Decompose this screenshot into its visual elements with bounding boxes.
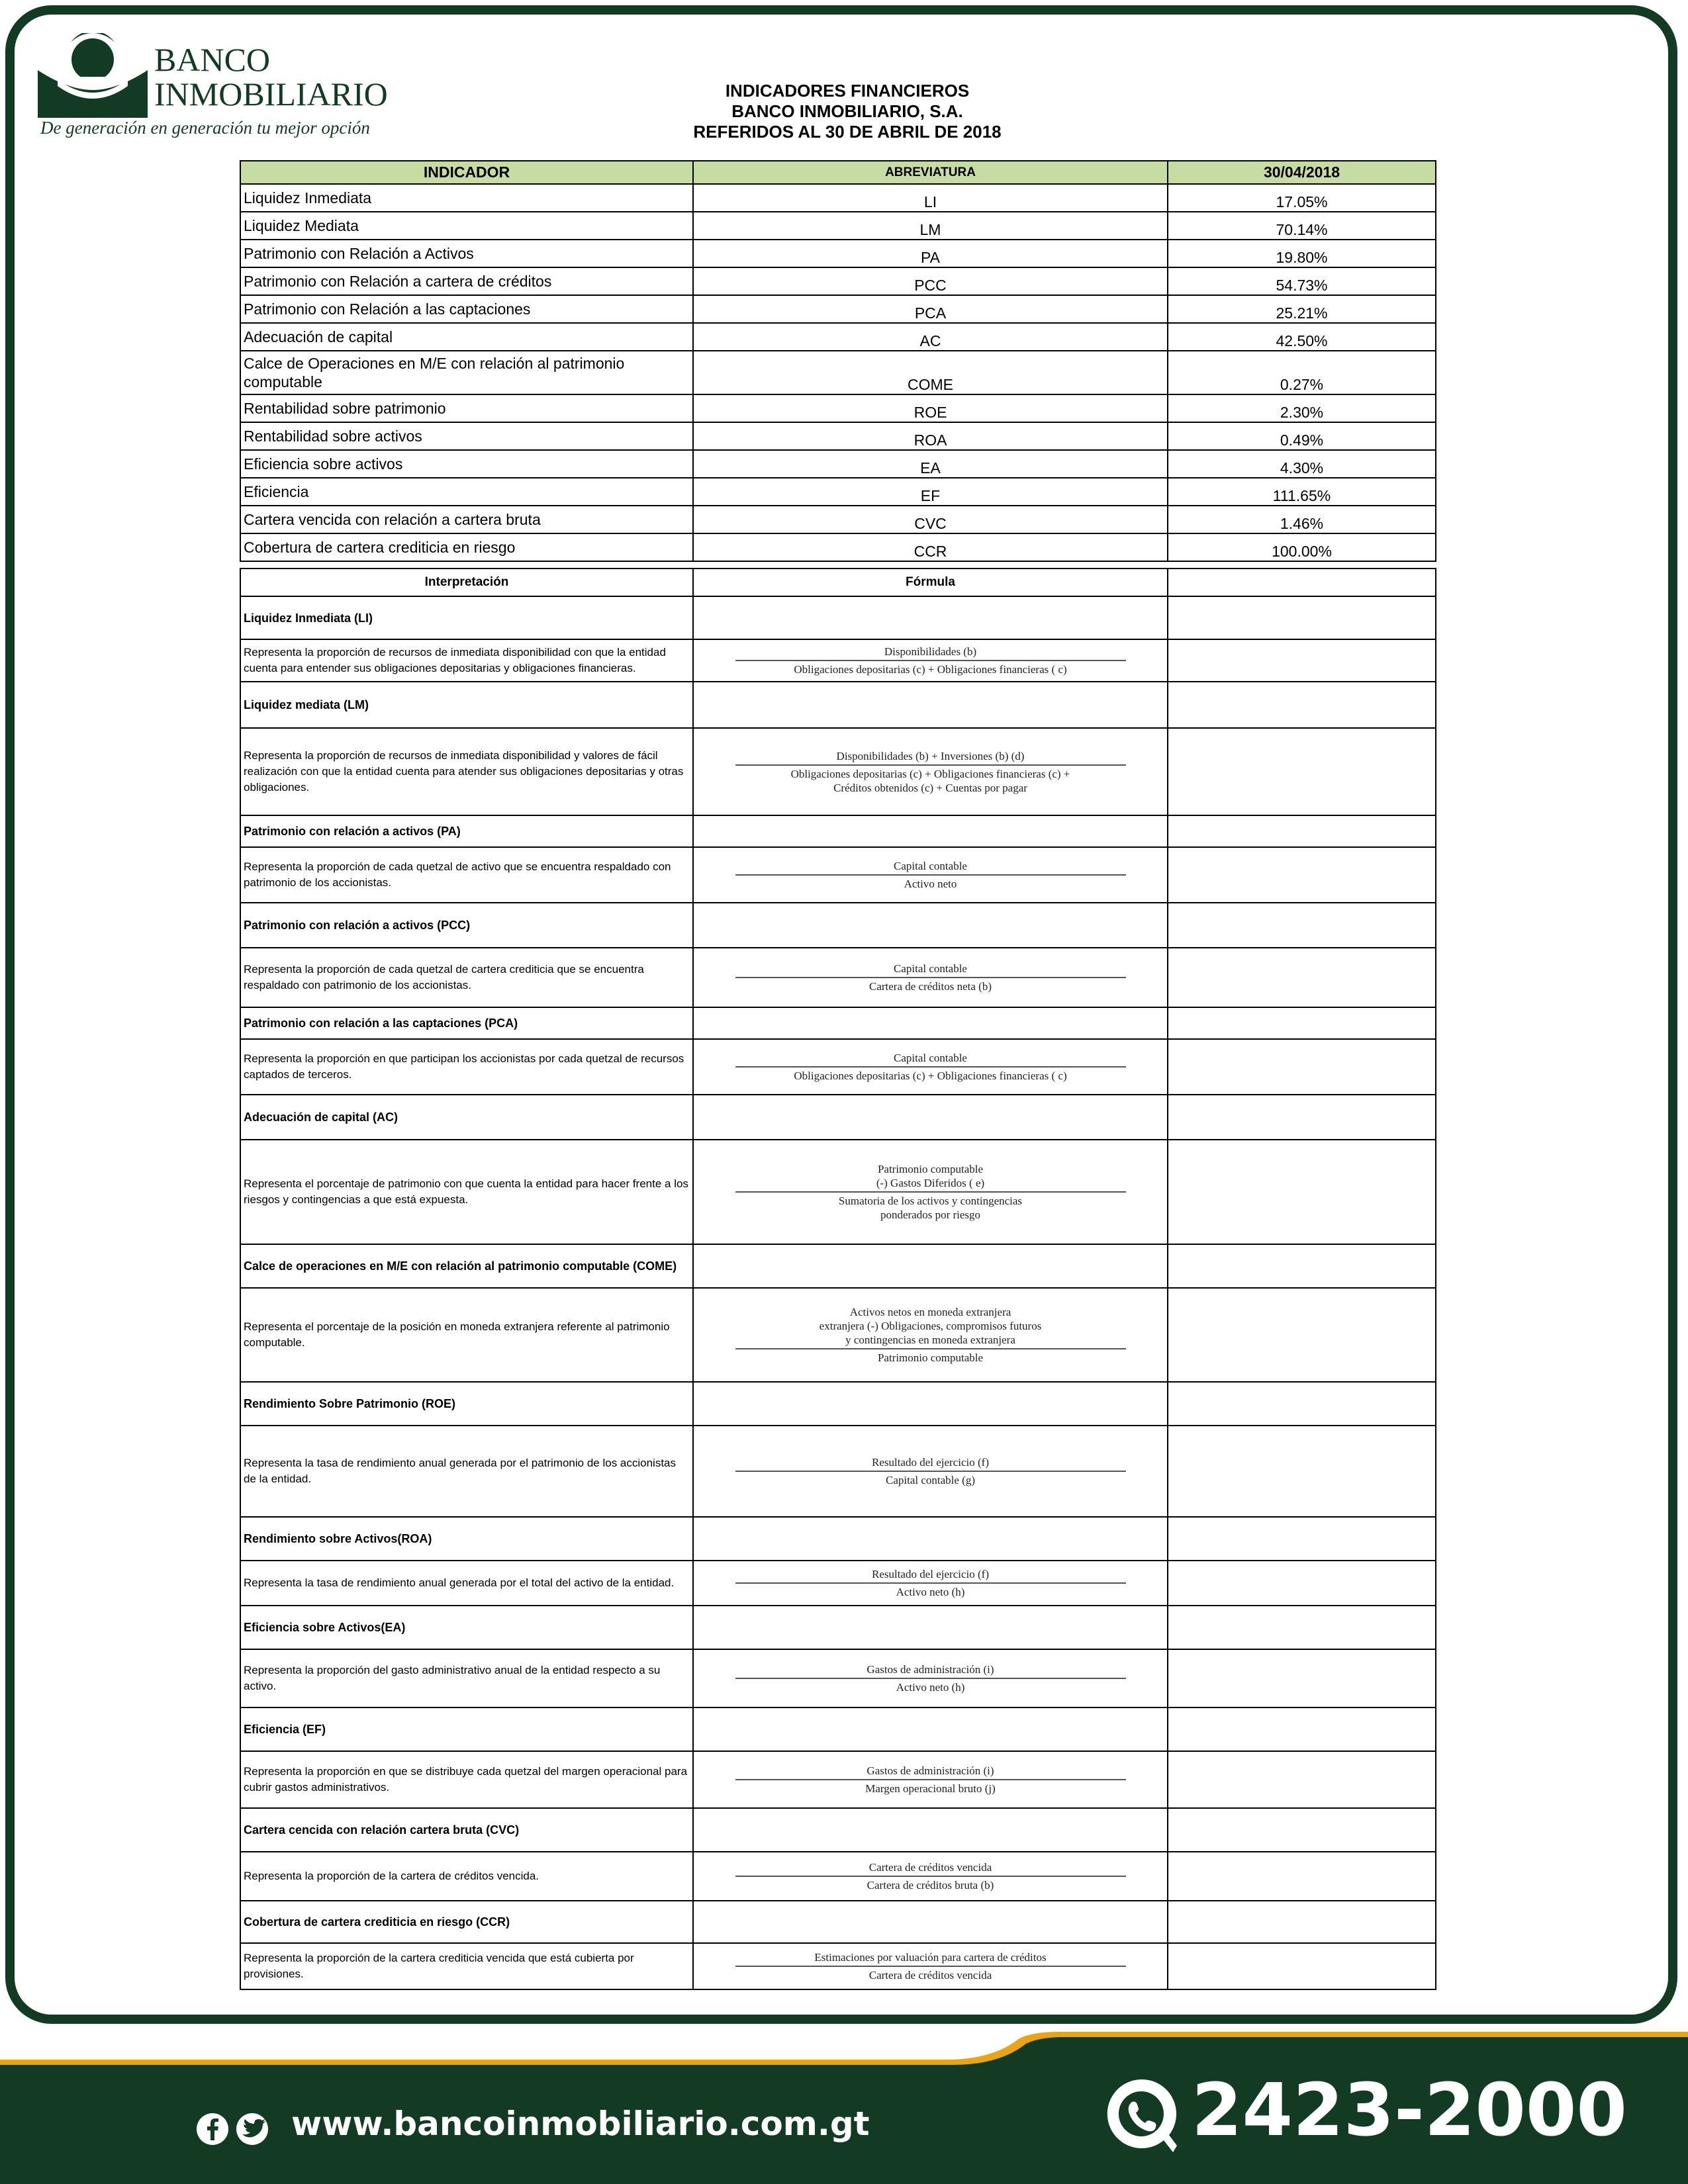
phone-icon: [1104, 2077, 1178, 2155]
formula: [696, 645, 1164, 676]
formula-numerator: Resultado del ejercicio (f): [871, 1456, 989, 1469]
interpretation-table: [240, 568, 1436, 1990]
indicator-row: [240, 533, 1436, 561]
header-empty: [1168, 569, 1436, 596]
section-description: Representa la proporción de recursos de inmediata disponibilidad con que la entidad cuenta para entender sus obligaciones depositarias y obligaciones financieras.: [240, 639, 693, 682]
formula: [696, 1860, 1164, 1892]
fraction-bar: [735, 874, 1126, 876]
formula-cell: [693, 1649, 1168, 1707]
section-description: Representa la proporción de cada quetzal de cartera crediticia que se encuentra respaldado con patrimonio de los accionistas.: [240, 948, 693, 1007]
fraction-bar: [735, 764, 1126, 766]
phone-number[interactable]: 2423-2000: [1192, 2068, 1627, 2152]
formula-numerator: Gastos de administración (i): [867, 1764, 994, 1777]
indicator-value: 42.50%: [1168, 323, 1436, 351]
fraction-bar: [735, 1678, 1126, 1679]
indicator-row: [240, 351, 1436, 394]
fraction-bar: [735, 1191, 1126, 1193]
empty-cell: [1168, 1288, 1436, 1382]
formula-numerator: Patrimonio computable: [877, 1163, 984, 1175]
indicator-abbr: COME: [693, 351, 1168, 394]
section-title: Eficiencia (EF): [240, 1707, 693, 1751]
section-title-row: [240, 1382, 1436, 1426]
empty-cell: [693, 596, 1168, 639]
section-description: Representa la tasa de rendimiento anual generada por el patrimonio de los accionistas de la entidad.: [240, 1426, 693, 1517]
empty-cell: [1168, 1751, 1436, 1808]
empty-cell: [693, 1808, 1168, 1852]
section-title-row: [240, 1517, 1436, 1561]
formula-denominator: Cartera de créditos neta (b): [868, 980, 992, 993]
indicator-name: Cartera vencida con relación a cartera bruta: [240, 506, 693, 533]
indicator-abbr: LM: [693, 212, 1168, 240]
empty-cell: [1168, 1244, 1436, 1288]
empty-cell: [1168, 1707, 1436, 1751]
indicators-header-row: [240, 161, 1436, 184]
title-line-2: BANCO INMOBILIARIO, S.A.: [731, 101, 963, 121]
fraction-bar: [735, 1582, 1126, 1584]
formula-cell: [693, 1426, 1168, 1517]
indicator-name: Eficiencia: [240, 478, 693, 506]
empty-cell: [1168, 1382, 1436, 1426]
empty-cell: [1168, 1095, 1436, 1140]
empty-cell: [693, 1606, 1168, 1649]
formula-denominator: Sumatoria de los activos y contingencias: [838, 1195, 1023, 1207]
empty-cell: [1168, 948, 1436, 1007]
indicator-abbr: EA: [693, 450, 1168, 478]
section-title: Adecuación de capital (AC): [240, 1095, 693, 1140]
formula: [696, 962, 1164, 993]
section-title: Rendimiento sobre Activos(ROA): [240, 1517, 693, 1561]
formula-denominator: ponderados por riesgo: [880, 1208, 981, 1221]
formula-numerator: Capital contable: [894, 1052, 967, 1064]
formula-denominator: Activo neto: [904, 878, 957, 890]
indicator-row: [240, 450, 1436, 478]
fraction-bar: [735, 1348, 1126, 1349]
formula-numerator: Disponibilidades (b) + Inversiones (b) (d): [836, 749, 1025, 762]
formula-numerator: Capital contable: [894, 860, 967, 872]
empty-cell: [693, 1007, 1168, 1039]
empty-cell: [1168, 815, 1436, 847]
section-body-row: [240, 1649, 1436, 1707]
indicator-name: Patrimonio con Relación a cartera de créditos: [240, 267, 693, 295]
indicator-name: Patrimonio con Relación a las captaciones: [240, 295, 693, 323]
section-title: Cartera cencida con relación cartera bruta (CVC): [240, 1808, 693, 1852]
section-body-row: [240, 1751, 1436, 1808]
section-title-row: [240, 1808, 1436, 1852]
indicator-value: 1.46%: [1168, 506, 1436, 533]
empty-cell: [693, 1707, 1168, 1751]
section-body-row: [240, 1288, 1436, 1382]
formula: [696, 1567, 1164, 1599]
formula-denominator: Patrimonio computable: [877, 1351, 984, 1364]
indicator-row: [240, 478, 1436, 506]
indicator-abbr: PA: [693, 240, 1168, 267]
indicators-table: [240, 160, 1436, 562]
empty-cell: [693, 1382, 1168, 1426]
section-body-row: [240, 1039, 1436, 1095]
section-title: Patrimonio con relación a activos (PCC): [240, 903, 693, 948]
section-title-row: [240, 682, 1436, 728]
section-body-row: [240, 639, 1436, 682]
empty-cell: [1168, 1808, 1436, 1852]
empty-cell: [1168, 1426, 1436, 1517]
indicator-abbr: CVC: [693, 506, 1168, 533]
empty-cell: [693, 1517, 1168, 1561]
interpretation-header-row: [240, 569, 1436, 596]
section-description: Representa la proporción de recursos de inmediata disponibilidad y valores de fácil realización con que la entidad cuenta para atender sus obligaciones depositarias y otras obligaciones.: [240, 728, 693, 815]
indicator-name: Adecuación de capital: [240, 323, 693, 351]
empty-cell: [1168, 1606, 1436, 1649]
indicator-value: 54.73%: [1168, 267, 1436, 295]
indicator-row: [240, 267, 1436, 295]
indicator-abbr: PCC: [693, 267, 1168, 295]
formula: [696, 1051, 1164, 1083]
logo-line-2: INMOBILIARIO: [154, 75, 388, 113]
empty-cell: [693, 815, 1168, 847]
formula: [696, 1162, 1164, 1222]
empty-cell: [693, 903, 1168, 948]
formula-numerator: Cartera de créditos vencida: [868, 1861, 992, 1874]
empty-cell: [1168, 903, 1436, 948]
formula-denominator: Margen operacional bruto (j): [865, 1782, 996, 1795]
formula-numerator: Estimaciones por valuación para cartera de créditos: [814, 1951, 1047, 1964]
section-title: Rendimiento Sobre Patrimonio (ROE): [240, 1382, 693, 1426]
formula-numerator: Disponibilidades (b): [884, 645, 977, 658]
formula-numerator: Gastos de administración (i): [867, 1663, 994, 1676]
document-title: [569, 81, 1125, 142]
formula-denominator: Activo neto (h): [896, 1586, 965, 1598]
fraction-bar: [735, 1471, 1126, 1472]
formula-cell: [693, 1852, 1168, 1901]
fraction-bar: [735, 660, 1126, 661]
section-body-row: [240, 1426, 1436, 1517]
formula-cell: [693, 1288, 1168, 1382]
empty-cell: [693, 1095, 1168, 1140]
section-body-row: [240, 1140, 1436, 1244]
empty-cell: [1168, 1901, 1436, 1943]
section-title-row: [240, 1901, 1436, 1943]
logo-line-1: BANCO: [154, 41, 271, 78]
formula-cell: [693, 639, 1168, 682]
fraction-bar: [735, 1966, 1126, 1967]
empty-cell: [1168, 639, 1436, 682]
section-title-row: [240, 1606, 1436, 1649]
formula-numerator: Activos netos en moneda extranjera: [849, 1306, 1011, 1318]
formula-cell: [693, 1943, 1168, 1989]
formula: [696, 749, 1164, 795]
logo-mark-icon: [38, 33, 148, 118]
section-title-row: [240, 815, 1436, 847]
indicator-abbr: EF: [693, 478, 1168, 506]
indicator-name: Eficiencia sobre activos: [240, 450, 693, 478]
formula: [696, 1950, 1164, 1982]
empty-cell: [1168, 1649, 1436, 1707]
formula-denominator: Capital contable (g): [885, 1474, 975, 1486]
indicator-abbr: AC: [693, 323, 1168, 351]
social-icons: [196, 2113, 282, 2146]
indicator-value: 111.65%: [1168, 478, 1436, 506]
indicator-value: 4.30%: [1168, 450, 1436, 478]
header-fecha: 30/04/2018: [1168, 161, 1436, 184]
section-title: Patrimonio con relación a activos (PA): [240, 815, 693, 847]
section-body-row: [240, 948, 1436, 1007]
formula-cell: [693, 1751, 1168, 1808]
indicator-row: [240, 184, 1436, 212]
empty-cell: [693, 1901, 1168, 1943]
bank-logo: [36, 33, 407, 146]
fraction-bar: [735, 977, 1126, 978]
section-description: Representa la proporción del gasto administrativo anual de la entidad respecto a su activo.: [240, 1649, 693, 1707]
indicator-row: [240, 506, 1436, 533]
section-title-row: [240, 1095, 1436, 1140]
formula-denominator: Créditos obtenidos (c) + Cuentas por pagar: [833, 781, 1027, 794]
empty-cell: [1168, 1943, 1436, 1989]
indicator-value: 19.80%: [1168, 240, 1436, 267]
indicator-name: Liquidez Inmediata: [240, 184, 693, 212]
section-body-row: [240, 728, 1436, 815]
header-interpretacion: Interpretación: [240, 569, 693, 596]
indicator-value: 0.49%: [1168, 422, 1436, 450]
formula-cell: [693, 948, 1168, 1007]
formula-numerator: Resultado del ejercicio (f): [871, 1568, 989, 1580]
indicator-name: Cobertura de cartera crediticia en riesgo: [240, 533, 693, 561]
indicator-value: 2.30%: [1168, 394, 1436, 422]
section-description: Representa la proporción de cada quetzal de activo que se encuentra respaldado con patrimonio de los accionistas.: [240, 847, 693, 903]
fraction-bar: [735, 1066, 1126, 1068]
logo-tagline: De generación en generación tu mejor opción: [40, 118, 370, 138]
indicator-row: [240, 323, 1436, 351]
empty-cell: [1168, 1007, 1436, 1039]
empty-cell: [1168, 1852, 1436, 1901]
indicator-value: 100.00%: [1168, 533, 1436, 561]
formula-cell: [693, 847, 1168, 903]
section-title: Liquidez Inmediata (LI): [240, 596, 693, 639]
fraction-bar: [735, 1779, 1126, 1780]
indicator-abbr: ROE: [693, 394, 1168, 422]
indicator-name: Rentabilidad sobre patrimonio: [240, 394, 693, 422]
formula-numerator: (-) Gastos Diferidos ( e): [876, 1177, 985, 1189]
empty-cell: [1168, 1140, 1436, 1244]
formula: [696, 1455, 1164, 1487]
section-title: Eficiencia sobre Activos(EA): [240, 1606, 693, 1649]
section-title-row: [240, 903, 1436, 948]
empty-cell: [693, 682, 1168, 728]
formula: [696, 1662, 1164, 1694]
header-formula: Fórmula: [693, 569, 1168, 596]
formula: [696, 1305, 1164, 1365]
indicator-name: Calce de Operaciones en M/E con relación al patrimonio computable: [240, 351, 693, 394]
formula-cell: [693, 1140, 1168, 1244]
fraction-bar: [735, 1876, 1126, 1877]
section-body-row: [240, 1852, 1436, 1901]
indicator-value: 70.14%: [1168, 212, 1436, 240]
section-title-row: [240, 1007, 1436, 1039]
formula-denominator: Cartera de créditos vencida: [868, 1969, 992, 1981]
facebook-icon[interactable]: [197, 2113, 228, 2145]
section-description: Representa el porcentaje de patrimonio con que cuenta la entidad para hacer frente a los riesgos y contingencias a que está expuesta.: [240, 1140, 693, 1244]
section-description: Representa el porcentaje de la posición en moneda extranjera referente al patrimonio computable.: [240, 1288, 693, 1382]
header-abreviatura: ABREVIATURA: [693, 161, 1168, 184]
section-body-row: [240, 847, 1436, 903]
indicator-abbr: CCR: [693, 533, 1168, 561]
empty-cell: [693, 1244, 1168, 1288]
section-description: Representa la proporción en que participan los accionistas por cada quetzal de recursos captados de terceros.: [240, 1039, 693, 1095]
empty-cell: [1168, 728, 1436, 815]
formula-denominator: Obligaciones depositarias (c) + Obligaciones financieras ( c): [794, 663, 1067, 676]
formula: [696, 859, 1164, 891]
section-description: Representa la tasa de rendimiento anual generada por el total del activo de la entidad.: [240, 1561, 693, 1606]
header-indicador: INDICADOR: [240, 161, 693, 184]
empty-cell: [1168, 1561, 1436, 1606]
section-title-row: [240, 596, 1436, 639]
formula-cell: [693, 1561, 1168, 1606]
formula-numerator: y contingencias en moneda extranjera: [845, 1334, 1015, 1346]
indicator-row: [240, 422, 1436, 450]
empty-cell: [1168, 682, 1436, 728]
empty-cell: [1168, 596, 1436, 639]
section-title: Liquidez mediata (LM): [240, 682, 693, 728]
indicator-name: Liquidez Mediata: [240, 212, 693, 240]
indicator-name: Patrimonio con Relación a Activos: [240, 240, 693, 267]
section-title: Calce de operaciones en M/E con relación al patrimonio computable (COME): [240, 1244, 693, 1288]
empty-cell: [1168, 1039, 1436, 1095]
title-line-1: INDICADORES FINANCIEROS: [725, 81, 970, 101]
indicator-row: [240, 394, 1436, 422]
section-description: Representa la proporción de la cartera de créditos vencida.: [240, 1852, 693, 1901]
title-line-3: REFERIDOS AL 30 DE ABRIL DE 2018: [693, 122, 1002, 142]
formula-denominator: Cartera de créditos bruta (b): [867, 1879, 994, 1891]
indicator-row: [240, 295, 1436, 323]
formula-cell: [693, 1039, 1168, 1095]
indicator-row: [240, 212, 1436, 240]
indicator-abbr: ROA: [693, 422, 1168, 450]
formula-denominator: Obligaciones depositarias (c) + Obligaciones financieras (c) +: [790, 767, 1070, 780]
section-title: Cobertura de cartera crediticia en riesgo (CCR): [240, 1901, 693, 1943]
indicator-value: 25.21%: [1168, 295, 1436, 323]
indicator-value: 0.27%: [1168, 351, 1436, 394]
section-description: Representa la proporción de la cartera crediticia vencida que está cubierta por provisiones.: [240, 1943, 693, 1989]
formula-cell: [693, 728, 1168, 815]
section-title-row: [240, 1707, 1436, 1751]
formula-numerator: Capital contable: [894, 962, 967, 975]
website-link[interactable]: www.bancoinmobiliario.com.gt: [291, 2105, 870, 2143]
section-description: Representa la proporción en que se distribuye cada quetzal del margen operacional para cubrir gastos administrativos.: [240, 1751, 693, 1808]
section-body-row: [240, 1561, 1436, 1606]
section-title: Patrimonio con relación a las captaciones (PCA): [240, 1007, 693, 1039]
twitter-icon[interactable]: [236, 2113, 268, 2145]
indicator-value: 17.05%: [1168, 184, 1436, 212]
empty-cell: [1168, 847, 1436, 903]
indicator-row: [240, 240, 1436, 267]
indicator-name: Rentabilidad sobre activos: [240, 422, 693, 450]
formula-denominator: Obligaciones depositarias (c) + Obligaciones financieras ( c): [794, 1069, 1067, 1082]
formula-denominator: Activo neto (h): [896, 1681, 965, 1694]
empty-cell: [1168, 1517, 1436, 1561]
formula: [696, 1764, 1164, 1796]
indicator-abbr: LI: [693, 184, 1168, 212]
indicator-abbr: PCA: [693, 295, 1168, 323]
section-body-row: [240, 1943, 1436, 1989]
formula-numerator: extranjera (-) Obligaciones, compromisos futuros: [819, 1320, 1042, 1332]
section-title-row: [240, 1244, 1436, 1288]
